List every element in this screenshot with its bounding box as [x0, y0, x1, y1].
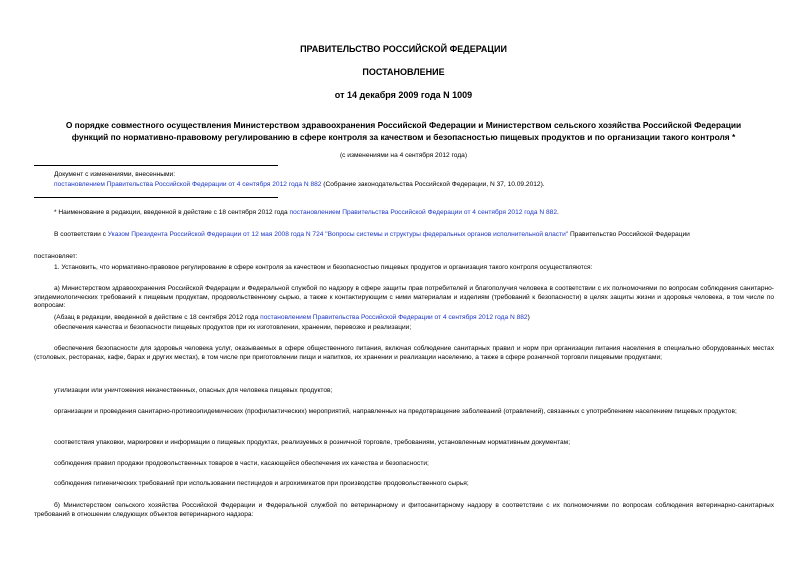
- document-title-line-2: функций по нормативно-правовому регулированию в сфере контроля за качеством и безопасностью пищевых продуктов и по организации такого контроля *: [71, 132, 736, 142]
- preamble-prefix: В соответствии с: [54, 231, 108, 238]
- footnote-prefix: * Наименование в редакции, введенной в действие с 18 сентября 2012 года: [54, 209, 290, 216]
- footnote-link[interactable]: постановлением Правительства Российской Федерации от 4 сентября 2012 года N 882: [289, 209, 557, 216]
- changes-link[interactable]: постановлением Правительства Российской Федерации от 4 сентября 2012 года N 882: [54, 181, 322, 188]
- changes-label: Документ с изменениями, внесенными:: [54, 171, 176, 178]
- list-item-catering: обеспечения безопасности для здоровья человека услуг, оказываемых в сфере общественного питания, включая соблюдение санитарных правил и норм при организации питания населения в специально оборудованных местах (столовых, ресторанах, кафе, барах и других местах), в том числе при приготовлении пищи и напитков, их хранении и реализации населению, а также в сфере розничной торговли пищевыми продуктами;: [34, 345, 774, 361]
- list-item-labelling: соответствия упаковки, маркировки и информации о пищевых продуктах, реализуемых в розничной торговле, требованиям, установленным нормативным документам;: [54, 439, 571, 446]
- separator-bottom: [34, 197, 278, 198]
- paragraph-1: 1. Установить, что нормативно-правовое регулирование в сфере контроля за качеством и безопасностью пищевых продуктов и организация такого контроля осуществляются:: [54, 264, 593, 271]
- paragraph-a-note-suffix: ): [527, 314, 530, 321]
- list-item-pesticides: соблюдения гигиенических требований при использовании пестицидов и агрохимикатов при производстве продовольственного сырья;: [54, 480, 469, 487]
- date-number-heading: от 14 декабря 2009 года N 1009: [334, 90, 473, 100]
- list-item-disposal: утилизации или уничтожения некачественных, опасных для человека пищевых продуктов;: [54, 387, 333, 394]
- document-title-line-1: О порядке совместного осуществления Министерством здравоохранения Российской Федерации и Министерством сельского хозяйства Российской Федерации: [65, 120, 742, 130]
- paragraph-a-note-prefix: (Абзац в редакции, введенной в действие с 18 сентября 2012 года: [54, 314, 261, 321]
- amendments-note: (с изменениями на 4 сентября 2012 года): [339, 152, 468, 159]
- separator-top: [34, 165, 278, 166]
- paragraph-b: б) Министерством сельского хозяйства Российской Федерации и Федеральной службой по ветеринарному и фитосанитарному надзору в соответствии с их полномочиями по вопросам соблюдения ветеринарно-санитарных требований в отношении следующих объектов ветеринарного надзора:: [34, 502, 774, 518]
- changes-line: [54, 181, 545, 190]
- list-item-sales-rules: соблюдения правил продажи продовольственных товаров в части, касающейся обеспечения их качества и безопасности;: [54, 460, 429, 467]
- government-heading: ПРАВИТЕЛЬСТВО РОССИЙСКОЙ ФЕДЕРАЦИИ: [300, 44, 507, 54]
- paragraph-a-note-link[interactable]: постановлением Правительства Российской Федерации от 4 сентября 2012 года N 882: [260, 314, 528, 321]
- paragraph-a-note: [54, 314, 530, 323]
- preamble: [54, 231, 690, 240]
- changes-tail: (Собрание законодательства Российской Федерации, N 37, 10.09.2012).: [321, 181, 545, 188]
- footnote: [54, 209, 559, 218]
- list-item-prevention: организации и проведения санитарно-противоэпидемических (профилактических) мероприятий, направленных на предотвращение заболеваний (отравлений), связанных с употреблением населением пищевых продуктов;: [54, 408, 737, 415]
- preamble-link[interactable]: Указом Президента Российской Федерации от 12 мая 2008 года N 724 "Вопросы системы и структуры федеральных органов исполнительной власти": [107, 231, 569, 238]
- document-type-heading: ПОСТАНОВЛЕНИЕ: [362, 67, 445, 77]
- decrees-word: постановляет:: [34, 253, 78, 260]
- preamble-suffix: Правительство Российской Федерации: [568, 231, 690, 238]
- list-item-quality: обеспечения качества и безопасности пищевых продуктов при их изготовлении, хранении, перевозке и реализации;: [54, 324, 412, 331]
- footnote-suffix: .: [557, 209, 559, 216]
- paragraph-a: а) Министерством здравоохранения Российской Федерации и Федеральной службой по надзору в сфере защиты прав потребителей и благополучия человека в соответствии с их полномочиями по вопросам соблюдения санитарно-эпидемиологических требований к пищевым продуктам, продовольственному сырью, а также к контактирующим с ними материалам и изделиям (требований к безопасности) в целях защиты жизни и здоровья человека, в том числе по вопросам:: [34, 285, 774, 310]
